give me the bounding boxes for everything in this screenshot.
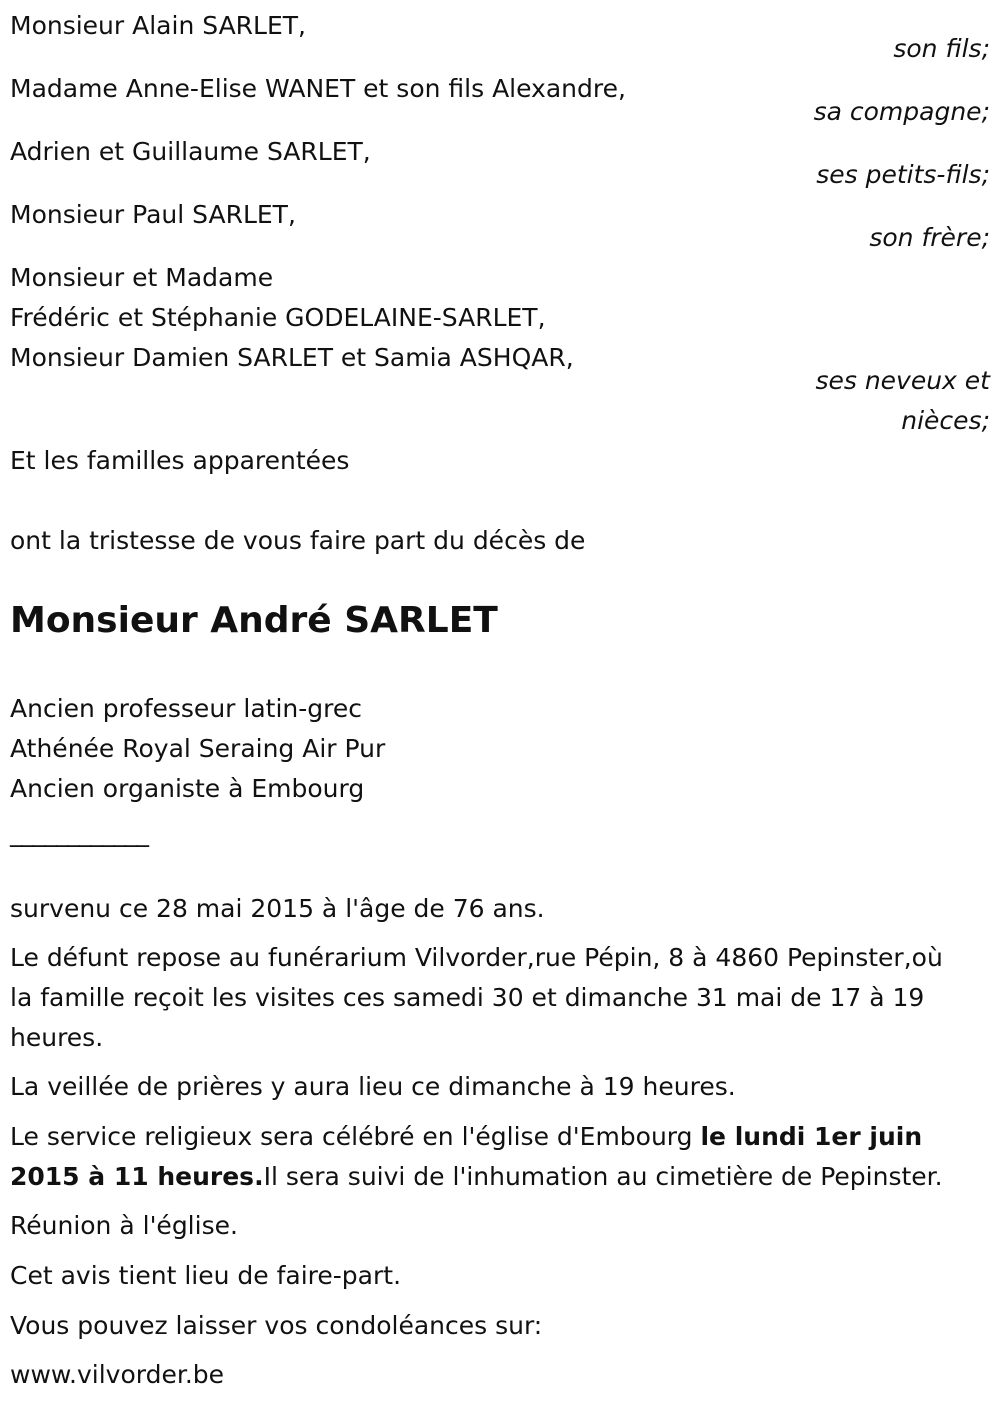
deceased-name: Monsieur André SARLET (10, 600, 498, 641)
service-text-prefix: Le service religieux sera célébré en l'église d'Embourg (10, 1122, 701, 1151)
nephews-role-line-1: ses neveux et (815, 366, 990, 395)
nephews-line-1: Monsieur et Madame (10, 263, 274, 292)
rest-details: Le défunt repose au funérarium Vilvorder,rue Pépin, 8 à 4860 Pepinster,où la famille reçoit les visites ces samedi 30 et dimanche 31 mai de 17 à 19 heures. (10, 943, 943, 1052)
grandsons-name: Adrien et Guillaume SARLET, (10, 137, 371, 166)
grandsons-role: ses petits-fils; (816, 160, 990, 189)
nephews-role-line-2: nièces; (901, 406, 990, 435)
deceased-title-2: Athénée Royal Seraing Air Pur (10, 734, 386, 763)
nephews-line-2: Frédéric et Stéphanie GODELAINE-SARLET, (10, 303, 546, 332)
son-role: son fils; (893, 34, 990, 63)
companion-name: Madame Anne-Elise WANET et son fils Alexandre, (10, 74, 626, 103)
website-link[interactable]: www.vilvorder.be (10, 1360, 225, 1389)
notice-text: Cet avis tient lieu de faire-part. (10, 1261, 402, 1290)
death-details: survenu ce 28 mai 2015 à l'âge de 76 ans. (10, 894, 545, 923)
announcement-text: ont la tristesse de vous faire part du décès de (10, 526, 586, 555)
vigil-details: La veillée de prières y aura lieu ce dimanche à 19 heures. (10, 1072, 736, 1101)
condolences-text: Vous pouvez laisser vos condoléances sur: (10, 1311, 543, 1340)
brother-role: son frère; (869, 223, 990, 252)
separator-line: ____________ (10, 818, 148, 847)
nephews-line-3: Monsieur Damien SARLET et Samia ASHQAR, (10, 343, 574, 372)
son-name: Monsieur Alain SARLET, (10, 11, 306, 40)
meeting-details: Réunion à l'église. (10, 1211, 238, 1240)
service-date-bold: le lundi 1er juin 2015 à 11 heures. (10, 1122, 923, 1191)
deceased-title-1: Ancien professeur latin-grec (10, 694, 362, 723)
related-families: Et les familles apparentées (10, 446, 350, 475)
service-text-suffix: Il sera suivi de l'inhumation au cimetière de Pepinster. (263, 1162, 943, 1191)
brother-name: Monsieur Paul SARLET, (10, 200, 296, 229)
companion-role: sa compagne; (813, 97, 990, 126)
service-details (10, 1117, 970, 1197)
deceased-title-3: Ancien organiste à Embourg (10, 774, 365, 803)
